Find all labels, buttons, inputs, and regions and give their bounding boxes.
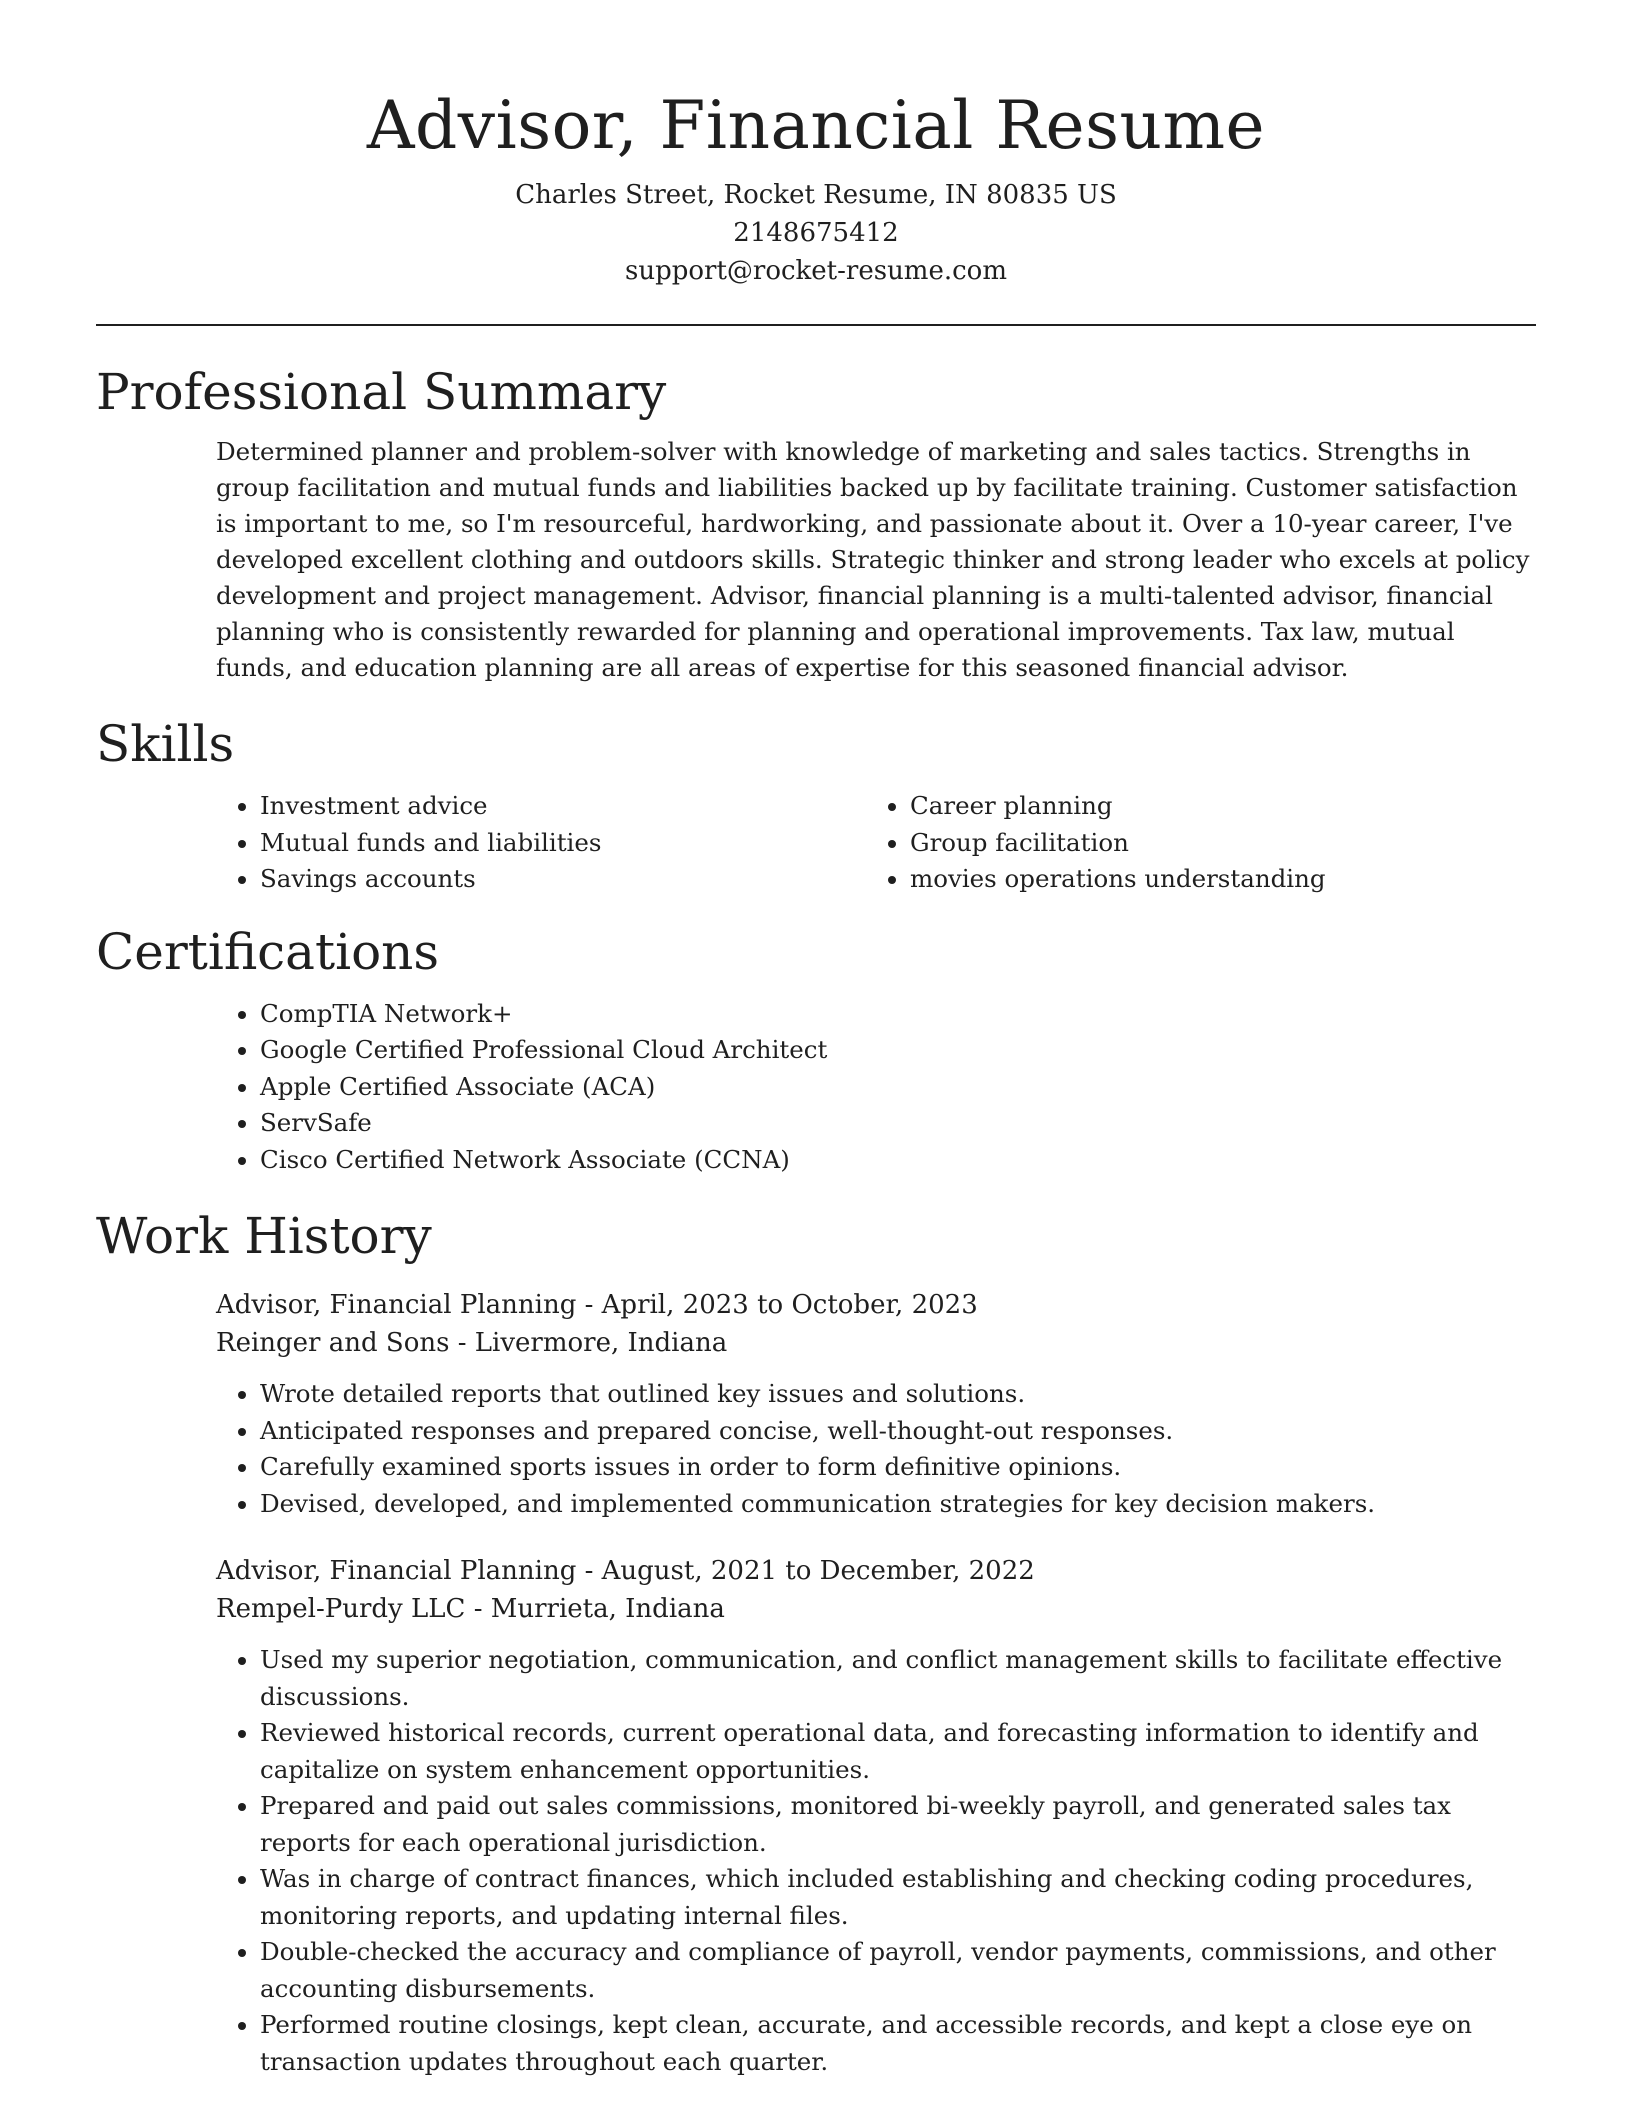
skills-column-right: [866, 788, 1516, 898]
job-bullet: • Devised, developed, and implemented communication strategies for key decision makers.: [260, 1486, 1536, 1523]
skills-column-left: [216, 788, 866, 898]
skill-item: • Career planning: [910, 788, 1516, 825]
resume-page: [96, 0, 1536, 2080]
section-title-work-history: Work History: [96, 1207, 432, 1265]
skill-item: • Mutual funds and liabilities: [260, 825, 866, 862]
skill-item: • Investment advice: [260, 788, 866, 825]
job-entry: [216, 1552, 1536, 2080]
job-bullets-wrap: [216, 1376, 1536, 1522]
job-bullet: • Reviewed historical records, current operational data, and forecasting information to identify and capitalize on system enhancement opportunities.: [260, 1715, 1536, 1788]
section-title-certifications: Certifications: [96, 922, 440, 981]
section-skills: [96, 712, 1536, 898]
job-bullet: • Was in charge of contract finances, which included establishing and checking coding procedures, monitoring reports, and updating internal files.: [260, 1861, 1536, 1934]
job-bullets: [216, 1376, 1536, 1522]
header-divider: [96, 324, 1536, 326]
section-certifications: [96, 920, 1536, 1179]
job-bullet: • Performed routine closings, kept clean, accurate, and accessible records, and kept a close eye on transaction updates throughout each quarter.: [260, 2007, 1536, 2080]
job-bullet: • Wrote detailed reports that outlined key issues and solutions.: [260, 1376, 1536, 1413]
certification-item: • ServSafe: [260, 1105, 1536, 1142]
job-bullet: • Double-checked the accuracy and compliance of payroll, vendor payments, commissions, and other accounting disbursements.: [260, 1934, 1536, 2007]
section-work-history: [96, 1204, 1536, 2080]
resume-name: Advisor, Financial Resume: [366, 87, 1266, 164]
job-company-line: Reinger and Sons - Livermore, Indiana: [216, 1328, 728, 1358]
contact-phone: 2148675412: [733, 218, 899, 248]
certifications-list: [216, 996, 1536, 1179]
skill-item: • Savings accounts: [260, 861, 866, 898]
job-bullet: • Carefully examined sports issues in order to form definitive opinions.: [260, 1449, 1536, 1486]
job-bullets-wrap: [216, 1642, 1536, 2080]
certification-item: • Cisco Certified Network Associate (CCNA): [260, 1142, 1536, 1179]
section-professional-summary: [96, 360, 1536, 686]
job-bullet: • Used my superior negotiation, communication, and conflict management skills to facilitate effective discussions.: [260, 1642, 1536, 1715]
job-title-line: Advisor, Financial Planning - August, 2021 to December, 2022: [216, 1556, 1035, 1586]
job-bullet: • Anticipated responses and prepared concise, well-thought-out responses.: [260, 1413, 1536, 1450]
job-entry: [216, 1286, 1536, 1522]
job-title-line: Advisor, Financial Planning - April, 2023 to October, 2023: [216, 1290, 978, 1320]
skills-grid: [216, 788, 1536, 898]
certification-item: • Apple Certified Associate (ACA): [260, 1069, 1536, 1106]
skill-item: • Group facilitation: [910, 825, 1516, 862]
contact-block: [96, 176, 1536, 290]
skills-list-right: [866, 788, 1516, 898]
skills-list-left: [216, 788, 866, 898]
resume-header: [96, 0, 1536, 290]
skill-item: • movies operations understanding: [910, 861, 1516, 898]
contact-email: support@rocket-resume.com: [624, 256, 1007, 286]
job-company-line: Rempel-Purdy LLC - Murrieta, Indiana: [216, 1594, 725, 1624]
section-title-skills: Skills: [96, 715, 235, 773]
contact-address: Charles Street, Rocket Resume, IN 80835 US: [515, 180, 1117, 210]
job-bullets: [216, 1642, 1536, 2080]
section-title-summary: Professional Summary: [96, 363, 667, 421]
certification-item: • Google Certified Professional Cloud Architect: [260, 1032, 1536, 1069]
job-bullet: • Prepared and paid out sales commissions, monitored bi-weekly payroll, and generated sales tax reports for each operational jurisdiction.: [260, 1788, 1536, 1861]
certification-item: • CompTIA Network+: [260, 996, 1536, 1033]
summary-text: Determined planner and problem-solver with knowledge of marketing and sales tactics. Strengths in group facilitation and mutual funds and liabilities backed up by facilitate training. Customer satisfaction is important to me, so I'm resourceful, hardworking, and passionate about it. Over a 10-year career, I've developed excellent clothing and outdoors skills. Strategic thinker and strong leader who excels at policy development and project management. Advisor, financial planning is a multi-talented advisor, financial planning who is consistently rewarded for planning and operational improvements. Tax law, mutual funds, and education planning are all areas of expertise for this seasoned financial advisor.: [216, 437, 1530, 682]
certifications-list-wrap: [216, 996, 1536, 1179]
